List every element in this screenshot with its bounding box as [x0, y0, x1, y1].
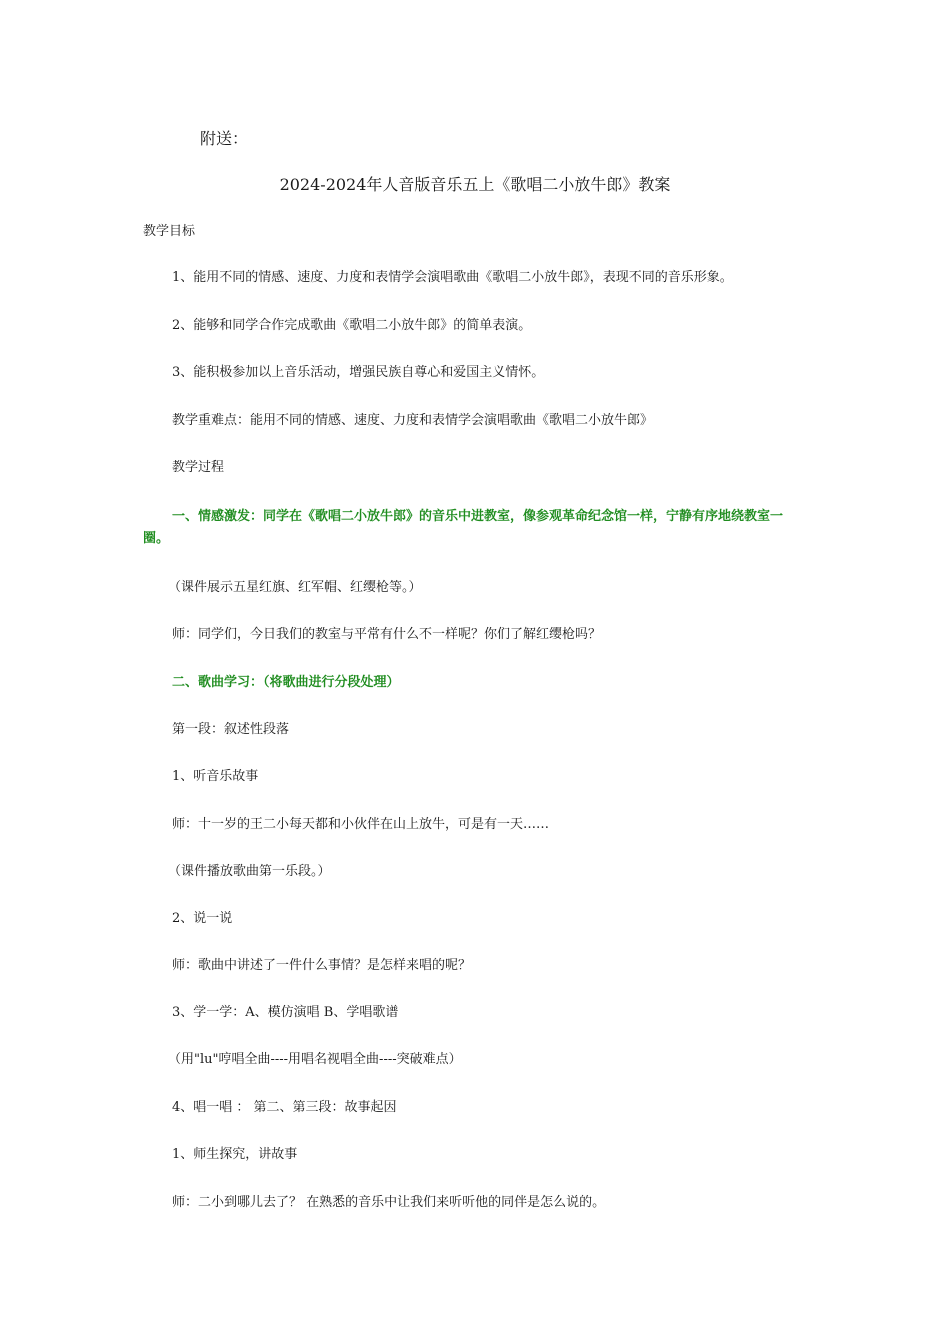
goal-item-3: 3、能积极参加以上音乐活动，增强民族自尊心和爱国主义情怀。: [172, 365, 545, 380]
courseware-note-2: （课件播放歌曲第一乐段。）: [168, 864, 331, 879]
learn-item: 3、学一学：A、模仿演唱 B、学唱歌谱: [172, 1005, 399, 1020]
document-title: 2024-2024年人音版音乐五上《歌唱二小放牛郎》教案: [279, 175, 671, 194]
step-1-heading: 一、情感激发：同学在《歌唱二小放牛郎》的音乐中进教室，像参观革命纪念馆一样，宁静有序地绕教室一圈。: [143, 509, 784, 546]
listen-item: 1、听音乐故事: [172, 769, 259, 784]
courseware-note-1: （课件展示五星红旗、红军帽、红缨枪等。）: [168, 580, 422, 595]
section-goals-heading: 教学目标: [143, 224, 196, 239]
step-2-heading: 二、歌曲学习：（将歌曲进行分段处理）: [172, 675, 400, 690]
teacher-line-4: 师：二小到哪儿去了？ 在熟悉的音乐中让我们来听听他的同伴是怎么说的。: [172, 1195, 606, 1210]
key-difficulty: 教学重难点：能用不同的情感、速度、力度和表情学会演唱歌曲《歌唱二小放牛郎》: [172, 413, 654, 428]
appendix-label: 附送：: [200, 129, 249, 148]
sing-item: 4、唱一唱 ： 第二、第三段：故事起因: [172, 1100, 397, 1115]
teacher-line-3: 师：歌曲中讲述了一件什么事情？是怎样来唱的呢？: [172, 958, 472, 973]
part-1-label: 第一段：叙述性段落: [172, 722, 290, 737]
explore-item: 1、师生探究，讲故事: [172, 1147, 298, 1162]
process-heading: 教学过程: [172, 460, 225, 475]
teacher-line-2: 师：十一岁的王二小每天都和小伙伴在山上放牛，可是有一天……: [172, 817, 550, 832]
goal-item-2: 2、能够和同学合作完成歌曲《歌唱二小放牛郎》的简单表演。: [172, 318, 532, 333]
teacher-line-1: 师：同学们，今日我们的教室与平常有什么不一样呢？你们了解红缨枪吗？: [172, 627, 602, 642]
goal-item-1: 1、能用不同的情感、速度、力度和表情学会演唱歌曲《歌唱二小放牛郎》，表现不同的音乐形象。: [172, 270, 733, 285]
hum-note: （用"lu"哼唱全曲----用唱名视唱全曲----突破难点）: [168, 1052, 462, 1067]
say-item: 2、说一说: [172, 911, 233, 926]
